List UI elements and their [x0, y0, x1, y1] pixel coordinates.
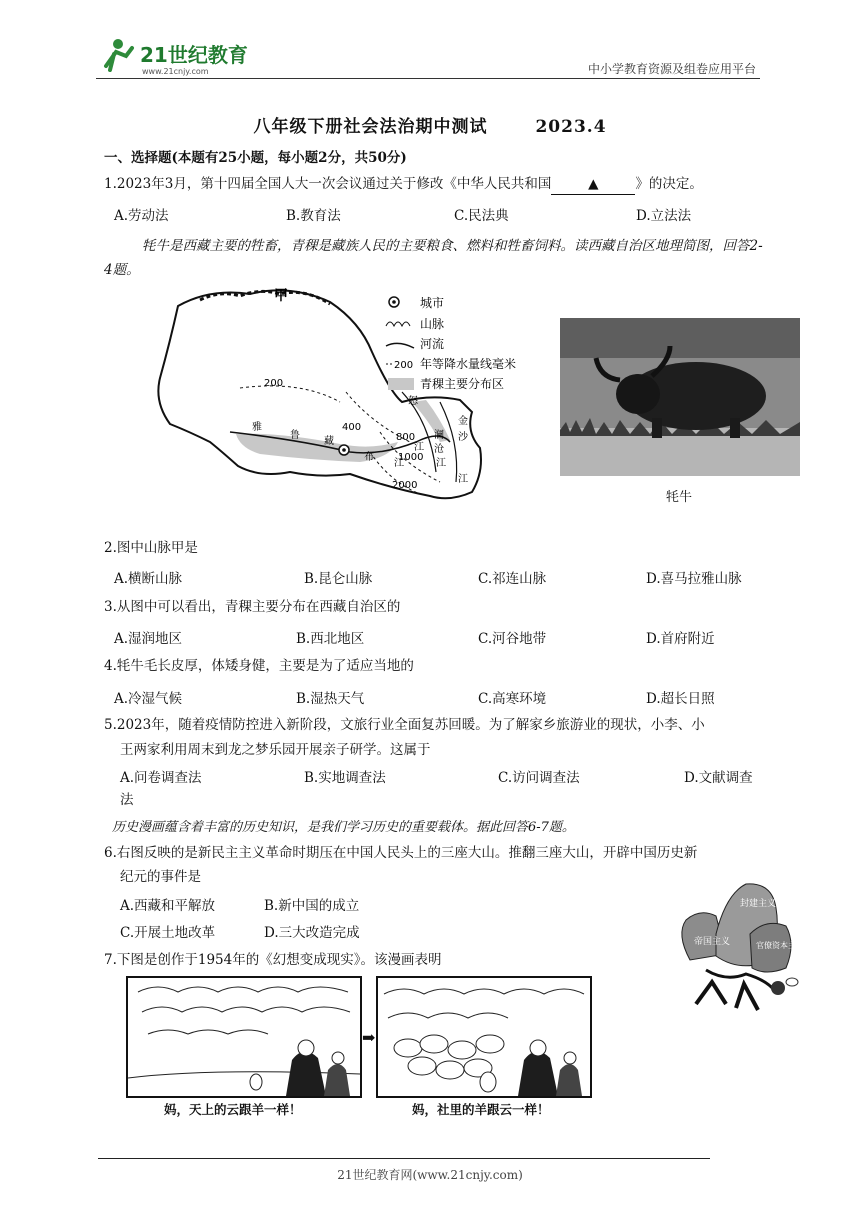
isohyet-400: 400 [342, 422, 362, 433]
logo-text: 21世纪教育 [140, 43, 248, 67]
three-mountains-cartoon [666, 864, 806, 1020]
river-char-6: 怒 [408, 396, 418, 407]
q2-option-c: C.祁连山脉 [478, 571, 547, 587]
header-divider [96, 78, 760, 79]
q6-option-a: A.西藏和平解放 [120, 898, 216, 914]
legend-river: 河流 [420, 337, 445, 351]
map-legend [384, 294, 554, 394]
q3-option-c: C.河谷地带 [478, 631, 547, 647]
question-6-stem-2: 纪元的事件是 [120, 869, 201, 885]
q3-option-a: A.湿润地区 [114, 631, 183, 647]
q2-option-b: B.昆仑山脉 [304, 571, 373, 587]
label-bureaucratic-capitalism: 官僚资本主义 [756, 941, 804, 950]
isohyet-200: 200 [264, 378, 284, 389]
river-char-9: 沧 [434, 444, 444, 455]
isohyet-1000: 1000 [398, 452, 424, 463]
q2-option-d: D.喜马拉雅山脉 [646, 571, 742, 587]
section-heading: 一、选择题(本题有25小题，每小题2分，共50分) [104, 150, 407, 166]
river-char-10: 江 [436, 458, 446, 469]
question-5-stem-1: 5.2023年，随着疫情防控进入新阶段，文旅行业全面复苏回暖。为了解家乡旅游业的现状，小李、小 [104, 717, 705, 733]
intro-6-7: 历史漫画蕴含着丰富的历史知识，是我们学习历史的重要载体。据此回答6-7题。 [112, 820, 575, 835]
q5-option-b: B.实地调查法 [304, 770, 386, 786]
isohyet-2000: 2000 [392, 480, 418, 491]
comic-panel-right [376, 976, 592, 1098]
q6-option-b: B.新中国的成立 [264, 898, 360, 914]
q4-option-d: D.超长日照 [646, 691, 715, 707]
question-5-stem-2: 王两家利用周末到龙之梦乐园开展亲子研学。这属于 [120, 742, 431, 758]
logo-url: www.21cnjy.com [142, 67, 209, 76]
site-logo [96, 36, 266, 78]
q5-option-d: D.文献调查 [684, 770, 753, 786]
question-1-stem [104, 174, 703, 195]
comic-left-caption: 妈，天上的云跟羊一样！ [164, 1102, 302, 1117]
legend-isohyet: 年等降水量线毫米 [420, 357, 517, 371]
q6-option-c: C.开展土地改革 [120, 925, 216, 941]
river-char-3: 藏 [324, 436, 334, 447]
river-char-4: 布 [364, 452, 374, 463]
title-text: 八年级下册社会法治期中测试 [253, 117, 488, 137]
legend-200: 200 [394, 360, 414, 371]
comic-panel-left [126, 976, 362, 1098]
q3-option-b: B.西北地区 [296, 631, 365, 647]
q2-option-a: A.横断山脉 [114, 571, 183, 587]
isohyet-800: 800 [396, 432, 416, 443]
question-4-stem: 4.牦牛毛长皮厚，体矮身健，主要是为了适应当地的 [104, 658, 414, 674]
legend-city: 城市 [420, 296, 445, 310]
footer-text: 21世纪教育网(www.21cnjy.com) [337, 1168, 523, 1182]
q5-option-d-wrap: 法 [120, 792, 134, 808]
q5-option-a: A.问卷调查法 [120, 770, 202, 786]
q1-option-b: B.教育法 [286, 208, 341, 224]
river-char-5: 江 [394, 458, 404, 469]
q1-option-a: A.劳动法 [114, 208, 169, 224]
yak-caption: 牦牛 [666, 490, 693, 505]
q4-option-c: C.高寒环境 [478, 691, 547, 707]
q3-option-d: D.首府附近 [646, 631, 715, 647]
title-date: 2023.4 [535, 117, 607, 137]
platform-label: 中小学教育资源及组卷应用平台 [587, 62, 756, 76]
river-char-1: 雅 [252, 422, 262, 433]
label-feudalism: 封建主义 [740, 899, 777, 909]
question-2-stem: 2.图中山脉甲是 [104, 540, 198, 556]
q4-option-a: A.冷湿气候 [114, 691, 183, 707]
q1-blank: ▲ [551, 174, 635, 195]
river-char-11: 金 [458, 416, 468, 427]
river-char-13: 江 [458, 474, 468, 485]
question-6-stem-1: 6.右图反映的是新民主主义革命时期压在中国人民头上的三座大山。推翻三座大山，开辟中国历史新 [104, 845, 698, 861]
q4-option-b: B.湿热天气 [296, 691, 365, 707]
river-char-7: 江 [414, 442, 424, 453]
comic-right-caption: 妈，社里的羊跟云一样！ [412, 1102, 550, 1117]
river-char-2: 鲁 [290, 430, 300, 441]
q5-option-c: C.访问调查法 [498, 770, 580, 786]
q1-option-c: C.民法典 [454, 208, 509, 224]
legend-barley: 青稞主要分布区 [420, 377, 505, 391]
q1-option-d: D.立法法 [636, 208, 692, 224]
q1-stem-a: 1.2023年3月，第十四届全国人大一次会议通过关于修改《中华人民共和国 [104, 176, 552, 192]
yak-photo [560, 318, 800, 476]
legend-mountain: 山脉 [420, 317, 445, 331]
page-title [0, 112, 860, 137]
q6-option-d: D.三大改造完成 [264, 925, 360, 941]
footer-divider [98, 1158, 710, 1159]
q1-stem-b: 》的决定。 [635, 176, 703, 192]
intro-2-4: 牦牛是西藏主要的牲畜，青稞是藏族人民的主要粮食、燃料和牲畜饲料。读西藏自治区地理简图，回答2-4题。 [104, 238, 763, 278]
label-imperialism: 帝国主义 [694, 937, 731, 947]
question-3-stem: 3.从图中可以看出，青稞主要分布在西藏自治区的 [104, 599, 401, 615]
comic-arrow-icon: ➡ [362, 1028, 376, 1047]
question-7-stem: 7.下图是创作于1954年的《幻想变成现实》。该漫画表明 [104, 952, 442, 968]
river-char-12: 沙 [458, 432, 468, 443]
river-char-8: 澜 [434, 430, 444, 441]
mountain-jia-label: 甲 [274, 288, 288, 304]
